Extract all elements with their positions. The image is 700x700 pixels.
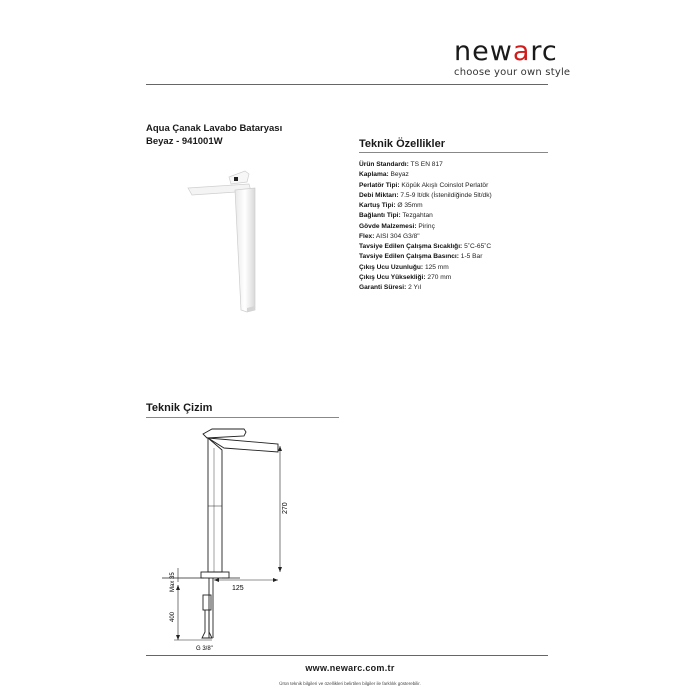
specs-heading: Teknik Özellikler [359, 138, 446, 150]
spec-label: Tavsiye Edilen Çalışma Basıncı: [359, 253, 459, 261]
spec-label: Perlatör Tipi: [359, 181, 400, 189]
logo-accent-letter: a [512, 36, 531, 67]
spec-value: Tezgahtan [402, 212, 433, 220]
spec-value: 1-5 Bar [460, 253, 483, 261]
spec-row [359, 263, 492, 273]
product-name: Aqua Çanak Lavabo Bataryası [146, 123, 283, 134]
logo-tagline: choose your own style [454, 67, 571, 78]
spec-row [359, 273, 492, 283]
drawing-divider [146, 417, 339, 418]
spec-row [359, 201, 492, 211]
spec-row [359, 283, 492, 293]
spec-label: Gövde Malzemesi: [359, 222, 417, 230]
spec-label: Debi Miktarı: [359, 191, 399, 199]
technical-drawing [160, 422, 310, 654]
spec-label: Kaplama: [359, 171, 389, 179]
spec-row [359, 232, 492, 242]
spec-value: 270 mm [427, 273, 452, 281]
spec-value: 7.5-9 lt/dk (İstenildiğinde 5lt/dk) [400, 191, 492, 199]
spec-value: 5˚C-65˚C [464, 243, 492, 250]
base-outline [201, 572, 229, 578]
product-code: Beyaz - 941001W [146, 136, 223, 147]
dim-flex-label: 400 [170, 611, 176, 622]
spec-row [359, 160, 492, 170]
spec-value: 2 Yıl [408, 284, 422, 291]
specs-list [359, 160, 492, 293]
spec-value: 125 mm [424, 263, 449, 271]
product-photo [185, 160, 275, 320]
spec-row [359, 222, 492, 232]
spec-value: Beyaz [390, 171, 409, 179]
spec-value: AISI 304 G3/8" [375, 232, 420, 240]
header-divider [146, 84, 548, 85]
spec-label: Flex: [359, 232, 375, 240]
dim-max-label: Max 35 [170, 572, 176, 592]
spec-label: Çıkış Ucu Yüksekliği: [359, 273, 426, 281]
website-link[interactable]: www.newarc.com.tr [305, 663, 395, 673]
spec-row [359, 191, 492, 201]
body-outline [208, 438, 222, 572]
spec-value: TS EN 817 [410, 161, 443, 168]
footer-divider [146, 655, 548, 656]
spec-label: Kartuş Tipi: [359, 202, 396, 209]
spec-row [359, 181, 492, 191]
drawing-heading: Teknik Çizim [146, 402, 213, 414]
spec-label: Tavsiye Edilen Çalışma Sıcaklığı: [359, 243, 463, 250]
product-title [146, 122, 282, 148]
dim-height-label: 270 [282, 502, 289, 514]
brand-logo [454, 38, 570, 78]
footer-disclaimer: Ürün teknik bilgileri ve özellikleri belirtilen bilgiler ile farklılık gösterebilir. [279, 681, 421, 686]
spec-row [359, 242, 492, 252]
logo-wordmark: newarc [454, 36, 558, 67]
specs-divider [359, 152, 548, 153]
nut-outline [203, 595, 211, 610]
spec-value: Pirinç [418, 222, 435, 230]
dim-thread-label: G 3/8" [196, 646, 213, 652]
spec-label: Ürün Standardı: [359, 161, 409, 168]
spec-row [359, 170, 492, 180]
spec-row [359, 252, 492, 262]
spec-value: Ø 35mm [397, 202, 423, 209]
spec-label: Garanti Süresi: [359, 284, 407, 291]
spec-label: Bağlantı Tipi: [359, 212, 401, 220]
spec-row [359, 211, 492, 221]
dim-reach-label: 125 [232, 585, 244, 592]
spout-outline [208, 438, 278, 452]
spec-label: Çıkış Ucu Uzunluğu: [359, 263, 424, 271]
lever-outline [203, 429, 246, 438]
spec-value: Köpük Akışlı Coinslot Perlatör [401, 181, 489, 189]
